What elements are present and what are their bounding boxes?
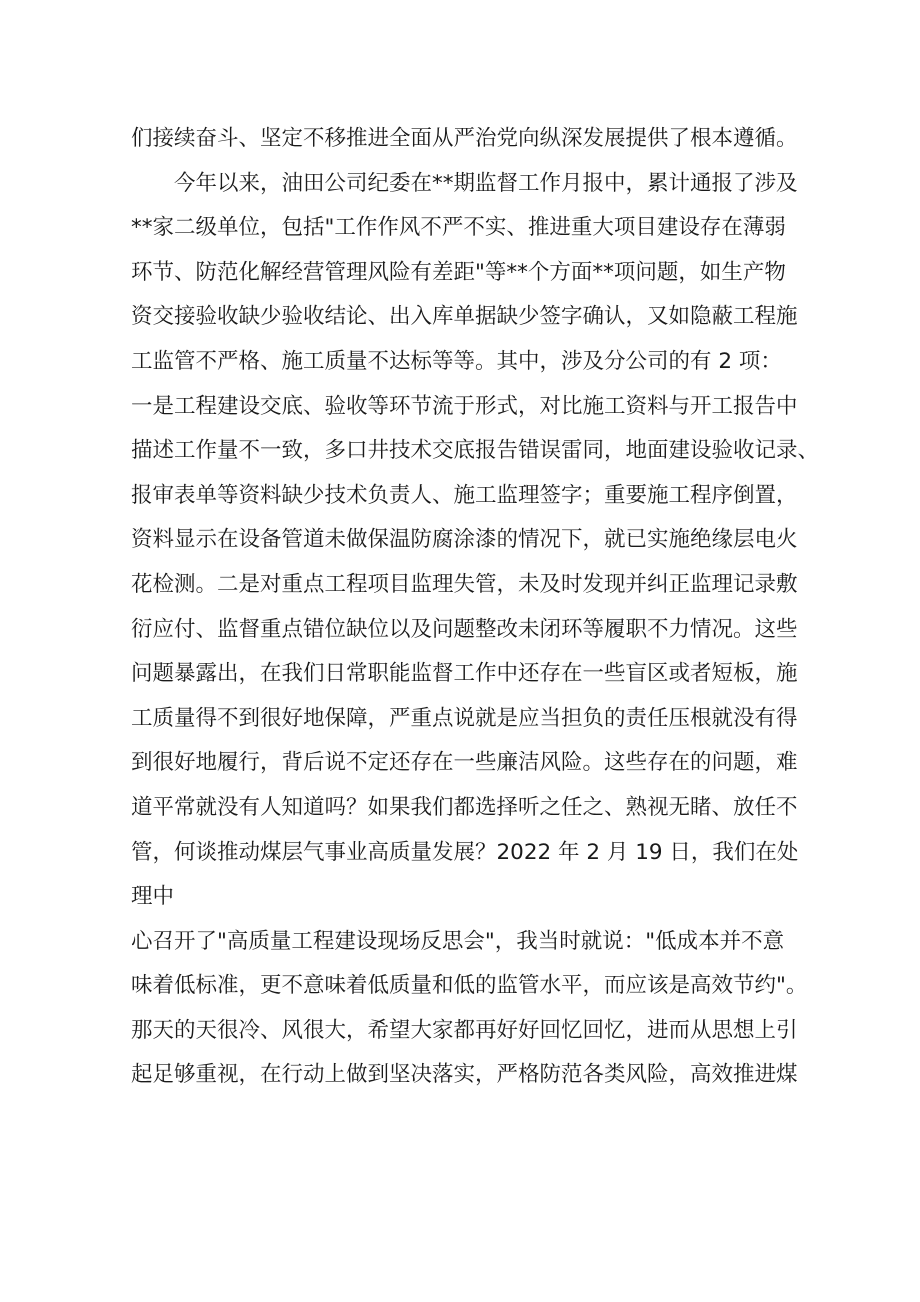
- text-line: **家二级单位，包括"工作作风不严不实、推进重大项目建设存在薄弱: [131, 215, 786, 241]
- text-line: 工质量得不到很好地保障，严重点说就是应当担负的责任压根就没有得: [131, 705, 798, 731]
- text-line: 一是工程建设交底、验收等环节流于形式，对比施工资料与开工报告中: [131, 393, 798, 419]
- text-line: 味着低标准，更不意味着低质量和低的监管水平，而应该是高效节约"。: [131, 973, 808, 999]
- text-line: 管，何谈推动煤层气事业高质量发展？2022 年 2 月 19 日，我们在处: [131, 839, 799, 865]
- text-line: 问题暴露出，在我们日常职能监督工作中还存在一些盲区或者短板，施: [131, 661, 798, 687]
- text-line: 起足够重视，在行动上做到坚决落实，严格防范各类风险，高效推进煤: [131, 1062, 798, 1088]
- text-line: 描述工作量不一致，多口井技术交底报告错误雷同，地面建设验收记录、: [131, 438, 820, 464]
- text-line: 环节、防范化解经营管理风险有差距"等**个方面**项问题，如生产物: [131, 259, 786, 285]
- text-line: 道平常就没有人知道吗？如果我们都选择听之任之、熟视无睹、放任不: [131, 794, 798, 820]
- text-line: 那天的天很冷、风很大，希望大家都再好好回忆回忆，进而从思想上引: [131, 1017, 798, 1043]
- text-line: 资交接验收缺少验收结论、出入库单据缺少签字确认，又如隐蔽工程施: [131, 304, 798, 330]
- body-text: [131, 117, 820, 1098]
- text-line: 报审表单等资料缺少技术负责人、施工监理签字；重要施工程序倒置，: [131, 482, 798, 508]
- paragraph-start-line: 今年以来，油田公司纪委在**期监督工作月报中，累计通报了涉及: [174, 170, 798, 196]
- text-line: 理中: [131, 884, 175, 910]
- text-line: 到很好地履行，背后说不定还存在一些廉洁风险。这些存在的问题，难: [131, 750, 798, 776]
- text-line: 们接续奋斗、坚定不移推进全面从严治党向纵深发展提供了根本遵循。: [131, 126, 798, 151]
- text-line: 资料显示在设备管道未做保温防腐涂漆的情况下，就已实施绝缘层电火: [131, 527, 798, 553]
- text-line: 心召开了"高质量工程建设现场反思会"，我当时就说："低成本并不意: [131, 928, 785, 954]
- text-line: 衍应付、监督重点错位缺位以及问题整改未闭环等履职不力情况。这些: [131, 616, 798, 642]
- text-line: 工监管不严格、施工质量不达标等等。其中，涉及分公司的有 2 项：: [131, 348, 782, 374]
- text-line: 花检测。二是对重点工程项目监理失管，未及时发现并纠正监理记录敷: [131, 571, 798, 597]
